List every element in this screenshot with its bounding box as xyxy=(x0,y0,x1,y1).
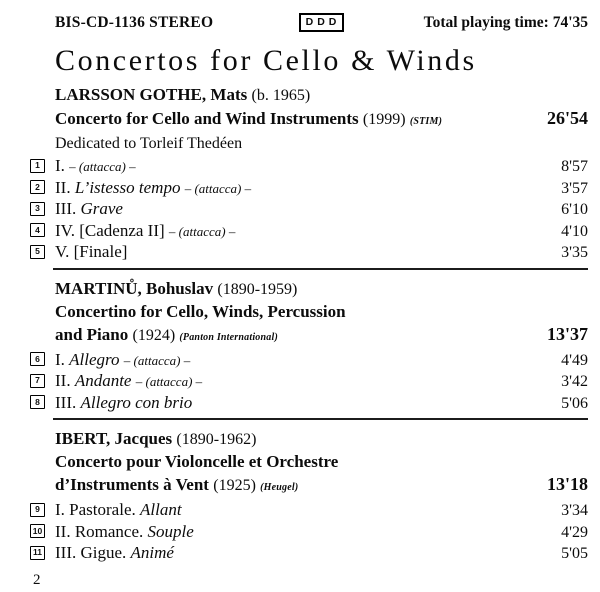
track-number-box: 3 xyxy=(30,202,45,216)
track-number-box: 9 xyxy=(30,503,45,517)
movement-title: Gigue. xyxy=(80,543,127,562)
dedication-line: Dedicated to Torleif Thedéen xyxy=(55,135,243,152)
movement-title: [Finale] xyxy=(73,242,128,261)
work-year: (1999) xyxy=(362,111,406,128)
track-number-box: 4 xyxy=(30,223,45,237)
work-title-line xyxy=(55,301,588,323)
track-title xyxy=(55,177,561,200)
track-duration: 8'57 xyxy=(561,158,588,175)
album-title: Concertos for Cello & Winds xyxy=(55,44,477,77)
work-publisher: (STIM) xyxy=(409,116,443,127)
work-year: (1925) xyxy=(213,477,256,494)
track-row xyxy=(30,370,588,392)
movement-numeral: I. xyxy=(55,349,65,369)
movement-numeral: IV. xyxy=(55,220,75,240)
section-divider xyxy=(53,418,588,420)
work-title-text: Concerto pour Violoncelle et Orchestre xyxy=(55,452,339,471)
movement-tempo: Allegro con brio xyxy=(80,392,193,412)
composer-dates: (1890-1962) xyxy=(176,431,257,448)
work-title-line2 xyxy=(55,473,588,499)
work-title-continued xyxy=(55,474,547,499)
track-duration: 4'29 xyxy=(561,523,588,541)
work-publisher: (Heugel) xyxy=(260,482,299,493)
work-title-text2: d’Instruments à Vent xyxy=(55,475,209,494)
movement-numeral: II. xyxy=(55,177,71,197)
movement-numeral: I. xyxy=(55,500,65,519)
track-duration: 3'34 xyxy=(561,502,588,519)
work-title-line2 xyxy=(55,323,588,349)
spars-code-badge xyxy=(299,13,345,32)
track-duration: 4'49 xyxy=(561,351,588,369)
movement-tempo: Andante xyxy=(74,371,132,390)
work-title-text: Concerto for Cello and Wind Instruments xyxy=(55,109,359,128)
attacca-note: – (attacca) – xyxy=(69,159,136,174)
composer-dates: (b. 1965) xyxy=(251,87,311,104)
work-title-text: Concertino for Cello, Winds, Percussion xyxy=(55,301,346,321)
track-title xyxy=(55,241,561,264)
movement-title: [Cadenza II] xyxy=(79,220,165,240)
work-title-line xyxy=(55,451,588,473)
composer-name: IBERT, Jacques xyxy=(55,429,173,448)
track-title xyxy=(55,370,561,393)
movement-title: Romance. xyxy=(74,521,144,541)
movement-tempo: Grave xyxy=(80,199,123,218)
track-number-box: 8 xyxy=(30,395,45,409)
track-title xyxy=(55,542,561,565)
track-number-box: 2 xyxy=(30,180,45,194)
spars-code-text: DDD xyxy=(305,16,341,28)
attacca-note: – (attacca) – xyxy=(123,352,191,368)
track-title xyxy=(55,349,561,372)
composer-line xyxy=(55,278,588,301)
movement-tempo: Allegro xyxy=(69,349,120,369)
track-row xyxy=(30,392,588,414)
attacca-note: – (attacca) – xyxy=(135,374,203,389)
movement-numeral: I. xyxy=(55,156,65,175)
movement-tempo: L’istesso tempo xyxy=(74,177,181,197)
track-title xyxy=(55,220,561,243)
composer-line xyxy=(55,84,588,107)
movement-numeral: III. xyxy=(55,543,77,562)
page-header xyxy=(55,13,588,32)
track-duration: 4'10 xyxy=(561,222,588,240)
track-number-box: 1 xyxy=(30,159,45,173)
track-title xyxy=(55,198,561,221)
track-list xyxy=(30,155,588,263)
movement-numeral: III. xyxy=(55,199,77,218)
track-row xyxy=(30,198,588,220)
movement-numeral: II. xyxy=(55,371,71,390)
composer-line xyxy=(55,428,588,451)
work-title xyxy=(55,108,547,133)
catalog-number: BIS-CD-1136 STEREO xyxy=(55,14,214,31)
track-number-box: 5 xyxy=(30,245,45,259)
track-duration: 5'06 xyxy=(561,394,588,412)
track-duration: 3'35 xyxy=(561,244,588,261)
track-number-box: 7 xyxy=(30,374,45,388)
movement-numeral: V. xyxy=(55,242,70,261)
movement-title: Pastorale. xyxy=(69,500,136,519)
composer-dates: (1890-1959) xyxy=(217,280,298,298)
track-title xyxy=(55,155,561,178)
track-row xyxy=(30,349,588,371)
attacca-note: – (attacca) – xyxy=(168,223,236,239)
work-publisher: (Panton International) xyxy=(179,331,278,343)
track-row xyxy=(30,542,588,564)
track-duration: 5'05 xyxy=(561,545,588,562)
total-playing-time: Total playing time: 74'35 xyxy=(423,14,588,31)
track-duration: 3'42 xyxy=(561,373,588,390)
work-duration: 26'54 xyxy=(546,108,588,128)
work-duration: 13'18 xyxy=(546,474,588,494)
movement-tempo: Allant xyxy=(140,500,182,519)
track-title xyxy=(55,499,561,522)
track-row xyxy=(30,521,588,543)
work-title-line xyxy=(55,107,588,133)
track-duration: 3'57 xyxy=(561,179,588,197)
work-title-continued xyxy=(55,324,547,349)
track-list xyxy=(30,349,588,414)
work-section-ibert xyxy=(30,428,588,564)
track-row xyxy=(30,177,588,199)
work-section-martinu xyxy=(30,278,588,414)
track-title xyxy=(55,392,561,415)
track-number-box: 6 xyxy=(30,352,45,366)
track-title xyxy=(55,521,561,544)
track-row xyxy=(30,241,588,263)
track-row xyxy=(30,220,588,242)
work-duration: 13'37 xyxy=(546,323,588,344)
track-row xyxy=(30,499,588,521)
movement-tempo: Souple xyxy=(147,521,194,541)
movement-tempo: Animé xyxy=(130,543,174,562)
page-number: 2 xyxy=(33,571,41,588)
composer-name: LARSSON GOTHE, Mats xyxy=(55,85,248,104)
composer-name: MARTINŮ, Bohuslav xyxy=(55,278,214,298)
track-duration: 6'10 xyxy=(561,201,588,218)
section-divider xyxy=(53,268,588,270)
work-section-larsson-gothe xyxy=(30,84,588,263)
track-row xyxy=(30,155,588,177)
movement-numeral: II. xyxy=(55,521,71,541)
track-list xyxy=(30,499,588,564)
attacca-note: – (attacca) – xyxy=(184,180,252,196)
work-year: (1924) xyxy=(132,326,176,344)
movement-numeral: III. xyxy=(55,392,77,412)
work-title-text2: and Piano xyxy=(55,324,129,344)
track-number-box: 10 xyxy=(30,524,45,538)
track-number-box: 11 xyxy=(30,546,45,560)
